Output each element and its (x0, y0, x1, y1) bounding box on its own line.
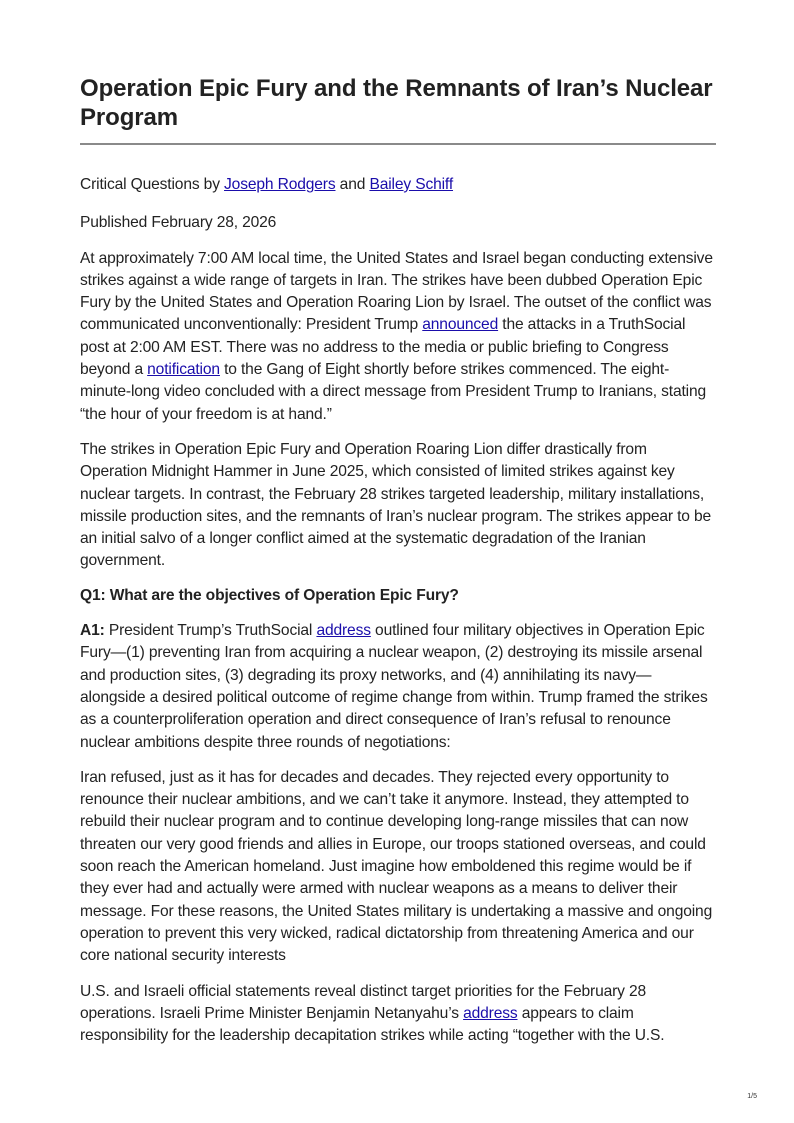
text-run: to the Gang of Eight shortly before strikes commenced. The eight-minute-long video concluded with a direct message from President Trump to Iranians, stating “the hour of your freedom is at hand.” (80, 361, 707, 423)
published-date: Published February 28, 2026 (80, 214, 277, 232)
article-title: Operation Epic Fury and the Remnants of Iran’s Nuclear Program (80, 75, 713, 131)
author-link-joseph-rodgers[interactable]: Joseph Rodgers (224, 176, 336, 193)
answer-paragraph-a1 (80, 620, 716, 754)
byline-joiner: and (335, 176, 370, 193)
quote-paragraph: Iran refused, just as it has for decades and decades. They rejected every opportunity to renounce their nuclear ambitions, and we can’t take it anymore. Instead, they attempted to rebuild their nuclear program and to continue developing long-range missiles that can now threaten our very good friends and allies in Europe, our troops stationed overseas, and could soon reach the American homeland. Just imagine how emboldened this regime would be if they ever had and actually were armed with nuclear weapons as a means to deliver their message. For these reasons, the United States military is undertaking a massive and ongoing operation to prevent this very wicked, radical dictatorship from threatening America and our core national security interests (80, 768, 713, 965)
text-run: President Trump’s TruthSocial (104, 622, 317, 640)
answer-label: A1: (80, 622, 105, 640)
article (80, 74, 716, 1047)
announced-link[interactable]: announced (422, 316, 499, 334)
netanyahu-address-link[interactable]: address (463, 1004, 518, 1022)
author-link-bailey-schiff[interactable]: Bailey Schiff (369, 176, 454, 193)
byline-prefix: Critical Questions by (80, 176, 225, 193)
text-run: the attacks in a TruthSocial post at 2:00 AM EST. There was no address to the media or public briefing to Congress beyond a (80, 316, 686, 379)
text-run: U.S. and Israeli official statements reveal distinct target priorities for the February 28 operations. Israeli Prime Minister Benjamin Netanyahu’s (80, 982, 647, 1022)
intro-paragraph (80, 248, 716, 426)
text-run: outlined four military objectives in Operation Epic Fury—(1) preventing Iran from acquiring a nuclear weapon, (2) destroying its missile arsenal and production sites, (3) degrading its proxy networks, and (4) annihilating its navy—alongside a desired political outcome of regime change from within. Trump framed the strikes as a counterproliferation operation and direct consequence of Iran’s refusal to renounce nuclear ambitions despite three rounds of negotiations: (80, 622, 708, 751)
question-heading-q1: Q1: What are the objectives of Operation Epic Fury? (80, 586, 459, 604)
text-run: At approximately 7:00 AM local time, the United States and Israel began conducting extensive strikes against a wide range of targets in Iran. The strikes have been dubbed Operation Epic Fury by the United States and Operation Roaring Lion by Israel. The outset of the conflict was communicated unconventionally: President Trump (80, 249, 713, 334)
byline (80, 174, 716, 196)
notification-link[interactable]: notification (147, 361, 220, 379)
page-number: 1/5 (747, 1093, 757, 1100)
comparison-paragraph: The strikes in Operation Epic Fury and Operation Roaring Lion differ drastically from Operation Midnight Hammer in June 2025, which consisted of limited strikes against key nuclear targets. In contrast, the February 28 strikes targeted leadership, military installations, missile production sites, and the remnants of Iran’s nuclear program. The strikes appear to be an initial salvo of a longer conflict aimed at the systematic degradation of the Iranian government. (80, 440, 712, 570)
text-run: appears to claim responsibility for the leadership decapitation strikes while acting “together with the U.S. (80, 1004, 665, 1045)
target-priorities-paragraph (80, 981, 716, 1048)
title-divider (80, 143, 716, 145)
truthsocial-address-link[interactable]: address (316, 622, 371, 640)
